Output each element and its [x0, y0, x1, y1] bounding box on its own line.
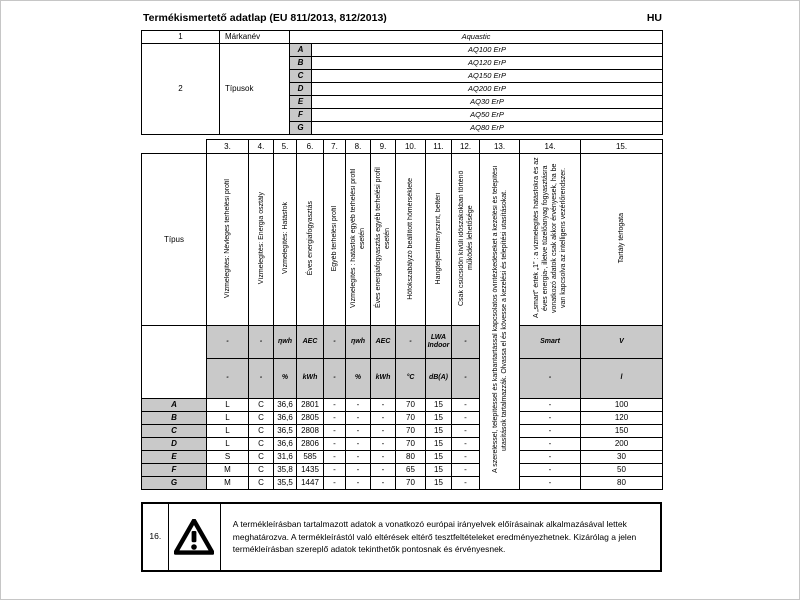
col-header-text: Egyéb terhelési profil [331, 205, 338, 272]
spec-cell: 35,8 [274, 464, 297, 477]
type-value-cell: AQ50 ErP [312, 109, 663, 122]
spec-cell: 36,6 [274, 412, 297, 425]
type-value-cell: AQ30 ErP [312, 96, 663, 109]
spec-cell: - [452, 451, 480, 464]
unit-cell: - [452, 359, 480, 399]
spec-cell: L [207, 412, 249, 425]
spec-cell: 1447 [297, 477, 324, 490]
smart-cell: - [520, 464, 581, 477]
spec-cell: - [371, 477, 396, 490]
symbol-cell: - [249, 326, 274, 359]
row-number-cell: 2 [142, 44, 220, 135]
spec-row-C [142, 425, 663, 438]
volume-cell: 80 [581, 477, 663, 490]
smart-cell: - [520, 477, 581, 490]
col-num-cell: 9. [371, 140, 396, 154]
col-header-text: Hőfokszabályzó beállított hőmérséklete [407, 177, 414, 300]
unit-cell: kWh [297, 359, 324, 399]
spec-cell: C [249, 451, 274, 464]
row-letter-cell: A [142, 399, 207, 412]
spec-cell: - [452, 412, 480, 425]
tipus-header-cell: Típus [142, 154, 207, 326]
spec-cell: - [371, 425, 396, 438]
col-header-cell [274, 154, 297, 326]
col-num-cell: 6. [297, 140, 324, 154]
footnote-table [141, 502, 662, 572]
tipus-spacer-cell [142, 326, 207, 399]
col-header-cell [324, 154, 346, 326]
col-header-cell [452, 154, 480, 326]
spec-cell: 65 [396, 464, 426, 477]
symbol-cell: ηwh [274, 326, 297, 359]
symbol-cell: LWA Indoor [426, 326, 452, 359]
corner-spacer [142, 140, 207, 154]
type-letter-cell: F [290, 109, 312, 122]
page-title: Termékismertető adatlap (EU 811/2013, 812/2013) [143, 12, 387, 24]
col-num-cell: 15. [581, 140, 663, 154]
spec-cell: - [324, 451, 346, 464]
spec-cell: - [346, 412, 371, 425]
spec-cell: S [207, 451, 249, 464]
spec-cell: 36,6 [274, 438, 297, 451]
volume-cell: 200 [581, 438, 663, 451]
spec-cell: 2801 [297, 399, 324, 412]
col-header-cell [297, 154, 324, 326]
spec-cell: 31,6 [274, 451, 297, 464]
col-num-cell: 3. [207, 140, 249, 154]
spec-cell: - [452, 425, 480, 438]
spec-cell: 70 [396, 477, 426, 490]
col-header-text: Éves energiafogyasztás egyéb terhelési profil esetén [375, 167, 391, 309]
spec-cell: L [207, 438, 249, 451]
spec-cell: C [249, 464, 274, 477]
spec-row-F [142, 464, 663, 477]
col-header-cell [426, 154, 452, 326]
spec-cell: C [249, 399, 274, 412]
spec-cell: 70 [396, 425, 426, 438]
col-num-cell: 14. [520, 140, 581, 154]
col-header-text: Csak csúcsidőn kívüli időszakokban történő működés lehetősége [457, 170, 474, 307]
col-header-cell [581, 154, 663, 326]
product-info-table [141, 30, 663, 135]
spec-cell: - [324, 438, 346, 451]
spec-cell: - [452, 399, 480, 412]
spec-cell: 70 [396, 438, 426, 451]
symbol-cell: - [396, 326, 426, 359]
spec-cell: 1435 [297, 464, 324, 477]
smart-cell: - [520, 412, 581, 425]
types-label-cell: Típusok [220, 44, 290, 135]
type-letter-cell: G [290, 122, 312, 135]
unit-cell: % [346, 359, 371, 399]
spec-row-A [142, 399, 663, 412]
unit-cell: l [581, 359, 663, 399]
smart-note-text: A „smart” érték „1” : a vízmelegítés hatásfokra és az éves energia-, illetve tüzelőanyag fogyasztásra vonatkozó adatok csak akkor érvényesek, ha be van kapcsolva az intelligens vezérlőrendszer. [533, 158, 567, 319]
unit-cell: kWh [371, 359, 396, 399]
col-num-cell: 5. [274, 140, 297, 154]
volume-cell: 150 [581, 425, 663, 438]
spec-cell: 15 [426, 425, 452, 438]
unit-row [142, 359, 663, 399]
col-num-cell: 4. [249, 140, 274, 154]
symbol-cell: Smart [520, 326, 581, 359]
symbol-row [142, 326, 663, 359]
row-letter-cell: D [142, 438, 207, 451]
smart-cell: - [520, 425, 581, 438]
smart-cell: - [520, 399, 581, 412]
spec-row-D [142, 438, 663, 451]
column-number-row [142, 140, 663, 154]
footnote-number-cell: 16. [142, 503, 168, 571]
type-letter-cell: A [290, 44, 312, 57]
spec-cell: C [249, 438, 274, 451]
spec-cell: 2808 [297, 425, 324, 438]
spec-cell: - [346, 477, 371, 490]
spec-cell: 35,5 [274, 477, 297, 490]
type-letter-cell: E [290, 96, 312, 109]
spec-cell: 15 [426, 412, 452, 425]
type-value-cell: AQ200 ErP [312, 83, 663, 96]
spec-cell: 2805 [297, 412, 324, 425]
col-header-text: Vízmelegítés : hatásfok egyéb terhelési profil esetén [350, 168, 366, 309]
spec-cell: 15 [426, 399, 452, 412]
col-header-text: Vízmelegítés: Hatásfok [281, 202, 289, 275]
row-letter-cell: F [142, 464, 207, 477]
type-value-cell: AQ150 ErP [312, 70, 663, 83]
brand-row [142, 31, 663, 44]
row-letter-cell: E [142, 451, 207, 464]
smart-cell: - [520, 438, 581, 451]
col-num-cell: 8. [346, 140, 371, 154]
volume-cell: 100 [581, 399, 663, 412]
col-header-text: Vízmelegítés: Névleges terhelési profil [224, 178, 231, 298]
row-letter-cell: C [142, 425, 207, 438]
brand-value-cell: Aquastic [290, 31, 663, 44]
footnote-row [142, 503, 661, 571]
type-letter-cell: B [290, 57, 312, 70]
unit-cell: - [207, 359, 249, 399]
col-num-cell: 13. [480, 140, 520, 154]
smart-cell: - [520, 451, 581, 464]
spec-cell: 80 [396, 451, 426, 464]
spec-cell: C [249, 477, 274, 490]
spec-cell: - [346, 464, 371, 477]
col-header-text: Tartály térfogata [618, 213, 625, 264]
symbol-cell: AEC [371, 326, 396, 359]
warning-triangle-icon [174, 519, 214, 555]
symbol-cell: - [207, 326, 249, 359]
spec-cell: L [207, 425, 249, 438]
spec-cell: - [371, 451, 396, 464]
unit-cell: - [249, 359, 274, 399]
type-row [142, 44, 663, 57]
spec-cell: - [371, 399, 396, 412]
spec-cell: - [346, 399, 371, 412]
document-content [141, 12, 662, 572]
volume-cell: 120 [581, 412, 663, 425]
spec-cell: 15 [426, 438, 452, 451]
spec-cell: 70 [396, 399, 426, 412]
unit-cell: % [274, 359, 297, 399]
symbol-cell: V [581, 326, 663, 359]
col-header-text: Éves energiafogyasztás [306, 201, 314, 276]
col-num-cell: 11. [426, 140, 452, 154]
spec-cell: 36,6 [274, 399, 297, 412]
spec-cell: - [324, 477, 346, 490]
spec-cell: 585 [297, 451, 324, 464]
spec-cell: 2806 [297, 438, 324, 451]
unit-cell: °C [396, 359, 426, 399]
footnote-text: A termékleírásban tartalmazott adatok a vonatkozó európai irányelvek előírásainak alkalmazásával lettek meghatározva. A termékleírástól való eltérések eltérő tesztfeltételeket eredményezhetnek. Kizárólag a jelen termékleírásban szereplő adatok tekinthetők pontosnak és érvényesnek. [220, 503, 661, 571]
spec-cell: - [452, 464, 480, 477]
language-code: HU [646, 12, 662, 24]
spec-cell: - [346, 425, 371, 438]
col-header-cell [346, 154, 371, 326]
type-value-cell: AQ80 ErP [312, 122, 663, 135]
spec-cell: 15 [426, 451, 452, 464]
type-value-cell: AQ120 ErP [312, 57, 663, 70]
symbol-cell: AEC [297, 326, 324, 359]
spec-cell: - [324, 399, 346, 412]
volume-cell: 50 [581, 464, 663, 477]
spec-row-G [142, 477, 663, 490]
col-header-cell [371, 154, 396, 326]
spec-table [141, 139, 663, 490]
spec-cell: M [207, 464, 249, 477]
installation-note-text: A szereléssel, telepítéssel és karbantartással kapcsolatos óvintézkedéseket a kezelési és telepítési utasítások tartalmazzák. Olvassa el és kövesse a kezelési és telepítési utasításokat. [491, 166, 508, 474]
unit-cell: - [324, 359, 346, 399]
spec-row-E [142, 451, 663, 464]
symbol-cell: - [324, 326, 346, 359]
col-num-cell: 7. [324, 140, 346, 154]
spec-cell: - [452, 477, 480, 490]
spec-cell: 36,5 [274, 425, 297, 438]
row-letter-cell: B [142, 412, 207, 425]
spec-cell: - [371, 412, 396, 425]
spec-cell: - [452, 438, 480, 451]
installation-note-cell [480, 154, 520, 490]
col-num-cell: 10. [396, 140, 426, 154]
type-letter-cell: D [290, 83, 312, 96]
smart-note-cell [520, 154, 581, 326]
row-letter-cell: G [142, 477, 207, 490]
spec-row-B [142, 412, 663, 425]
spec-cell: 70 [396, 412, 426, 425]
spec-cell: - [324, 412, 346, 425]
spec-cell: 15 [426, 477, 452, 490]
brand-label-cell: Márkanév [220, 31, 290, 44]
spec-cell: - [371, 438, 396, 451]
col-header-cell [207, 154, 249, 326]
col-num-cell: 12. [452, 140, 480, 154]
spec-cell: 15 [426, 464, 452, 477]
spec-cell: - [324, 425, 346, 438]
col-header-text: Vízmelegítés: Energia osztály [257, 192, 265, 285]
type-letter-cell: C [290, 70, 312, 83]
col-header-cell [249, 154, 274, 326]
row-number-cell: 1 [142, 31, 220, 44]
symbol-cell: - [452, 326, 480, 359]
title-bar [141, 12, 662, 24]
spec-cell: - [346, 451, 371, 464]
spec-cell: - [346, 438, 371, 451]
spec-cell: L [207, 399, 249, 412]
unit-cell: dB(A) [426, 359, 452, 399]
col-header-cell [396, 154, 426, 326]
spec-cell: M [207, 477, 249, 490]
spec-cell: C [249, 412, 274, 425]
spec-cell: C [249, 425, 274, 438]
spec-cell: - [371, 464, 396, 477]
column-header-row [142, 154, 663, 326]
col-header-text: Hangteljesítményszint, beltéri [435, 192, 442, 285]
spec-cell: - [324, 464, 346, 477]
unit-cell: - [520, 359, 581, 399]
footnote-icon-cell [168, 503, 220, 571]
volume-cell: 30 [581, 451, 663, 464]
symbol-cell: ηwh [346, 326, 371, 359]
type-value-cell: AQ100 ErP [312, 44, 663, 57]
